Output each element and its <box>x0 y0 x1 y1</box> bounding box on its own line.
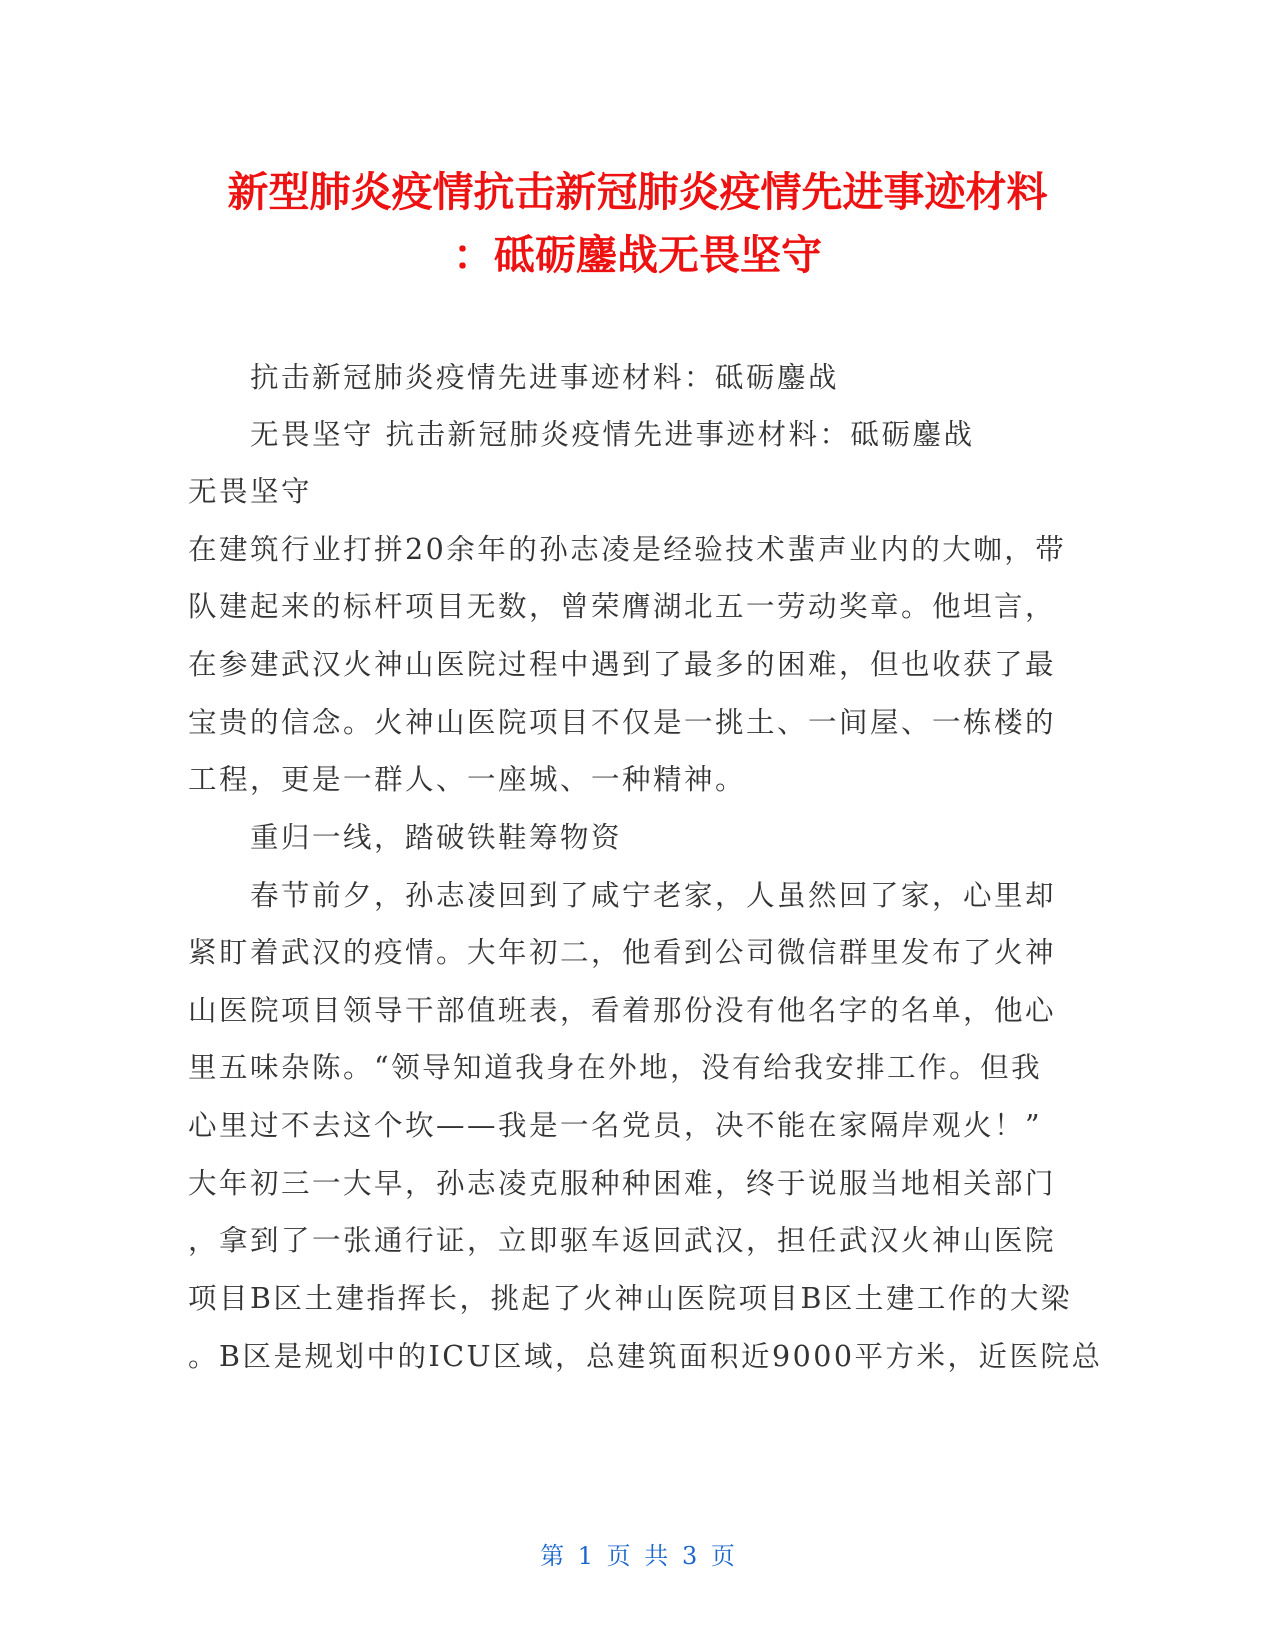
body-line: 宝贵的信念。火神山医院项目不仅是一挑土、一间屋、一栋楼的 <box>188 706 1057 739</box>
body-line: 在建筑行业打拼20余年的孙志凌是经验技术蜚声业内的大咖，带 <box>188 533 1067 566</box>
body-line: 在参建武汉火神山医院过程中遇到了最多的困难，但也收获了最 <box>188 648 1057 681</box>
document-title-line-1: 新型肺炎疫情抗击新冠肺炎疫情先进事迹材料 <box>227 168 1048 216</box>
body-line: 心里过不去这个坎——我是一名党员，决不能在家隔岸观火！” <box>188 1109 1043 1142</box>
section-heading: 重归一线，踏破铁鞋筹物资 <box>250 821 623 854</box>
body-line: 春节前夕，孙志凌回到了咸宁老家，人虽然回了家，心里却 <box>250 879 1057 912</box>
body-line: 工程，更是一群人、一座城、一种精神。 <box>188 763 747 796</box>
document-title-line-2: ：砥砺鏖战无畏坚守 <box>453 231 822 279</box>
body-line: 无畏坚守 抗击新冠肺炎疫情先进事迹材料：砥砺鏖战 <box>250 418 975 451</box>
body-line: 项目B区土建指挥长，挑起了火神山医院项目B区土建工作的大梁 <box>188 1282 1072 1315</box>
body-line: 无畏坚守 <box>188 475 313 508</box>
body-line: 山医院项目领导干部值班表，看着那份没有他名字的名单，他心 <box>188 994 1057 1027</box>
body-line: 紧盯着武汉的疫情。大年初二，他看到公司微信群里发布了火神 <box>188 936 1057 969</box>
body-line: ，拿到了一张通行证，立即驱车返回武汉，担任武汉火神山医院 <box>188 1224 1057 1257</box>
body-line: 。B区是规划中的ICU区域，总建筑面积近9000平方米，近医院总 <box>188 1340 1103 1373</box>
body-line: 队建起来的标杆项目无数，曾荣膺湖北五一劳动奖章。他坦言， <box>188 590 1057 623</box>
body-line: 里五味杂陈。“领导知道我身在外地，没有给我安排工作。但我 <box>188 1051 1043 1084</box>
body-line: 抗击新冠肺炎疫情先进事迹材料：砥砺鏖战 <box>250 361 840 394</box>
page-number-footer: 第 1 页 共 3 页 <box>540 1542 735 1570</box>
body-line: 大年初三一大早，孙志凌克服种种困难，终于说服当地相关部门 <box>188 1167 1057 1200</box>
